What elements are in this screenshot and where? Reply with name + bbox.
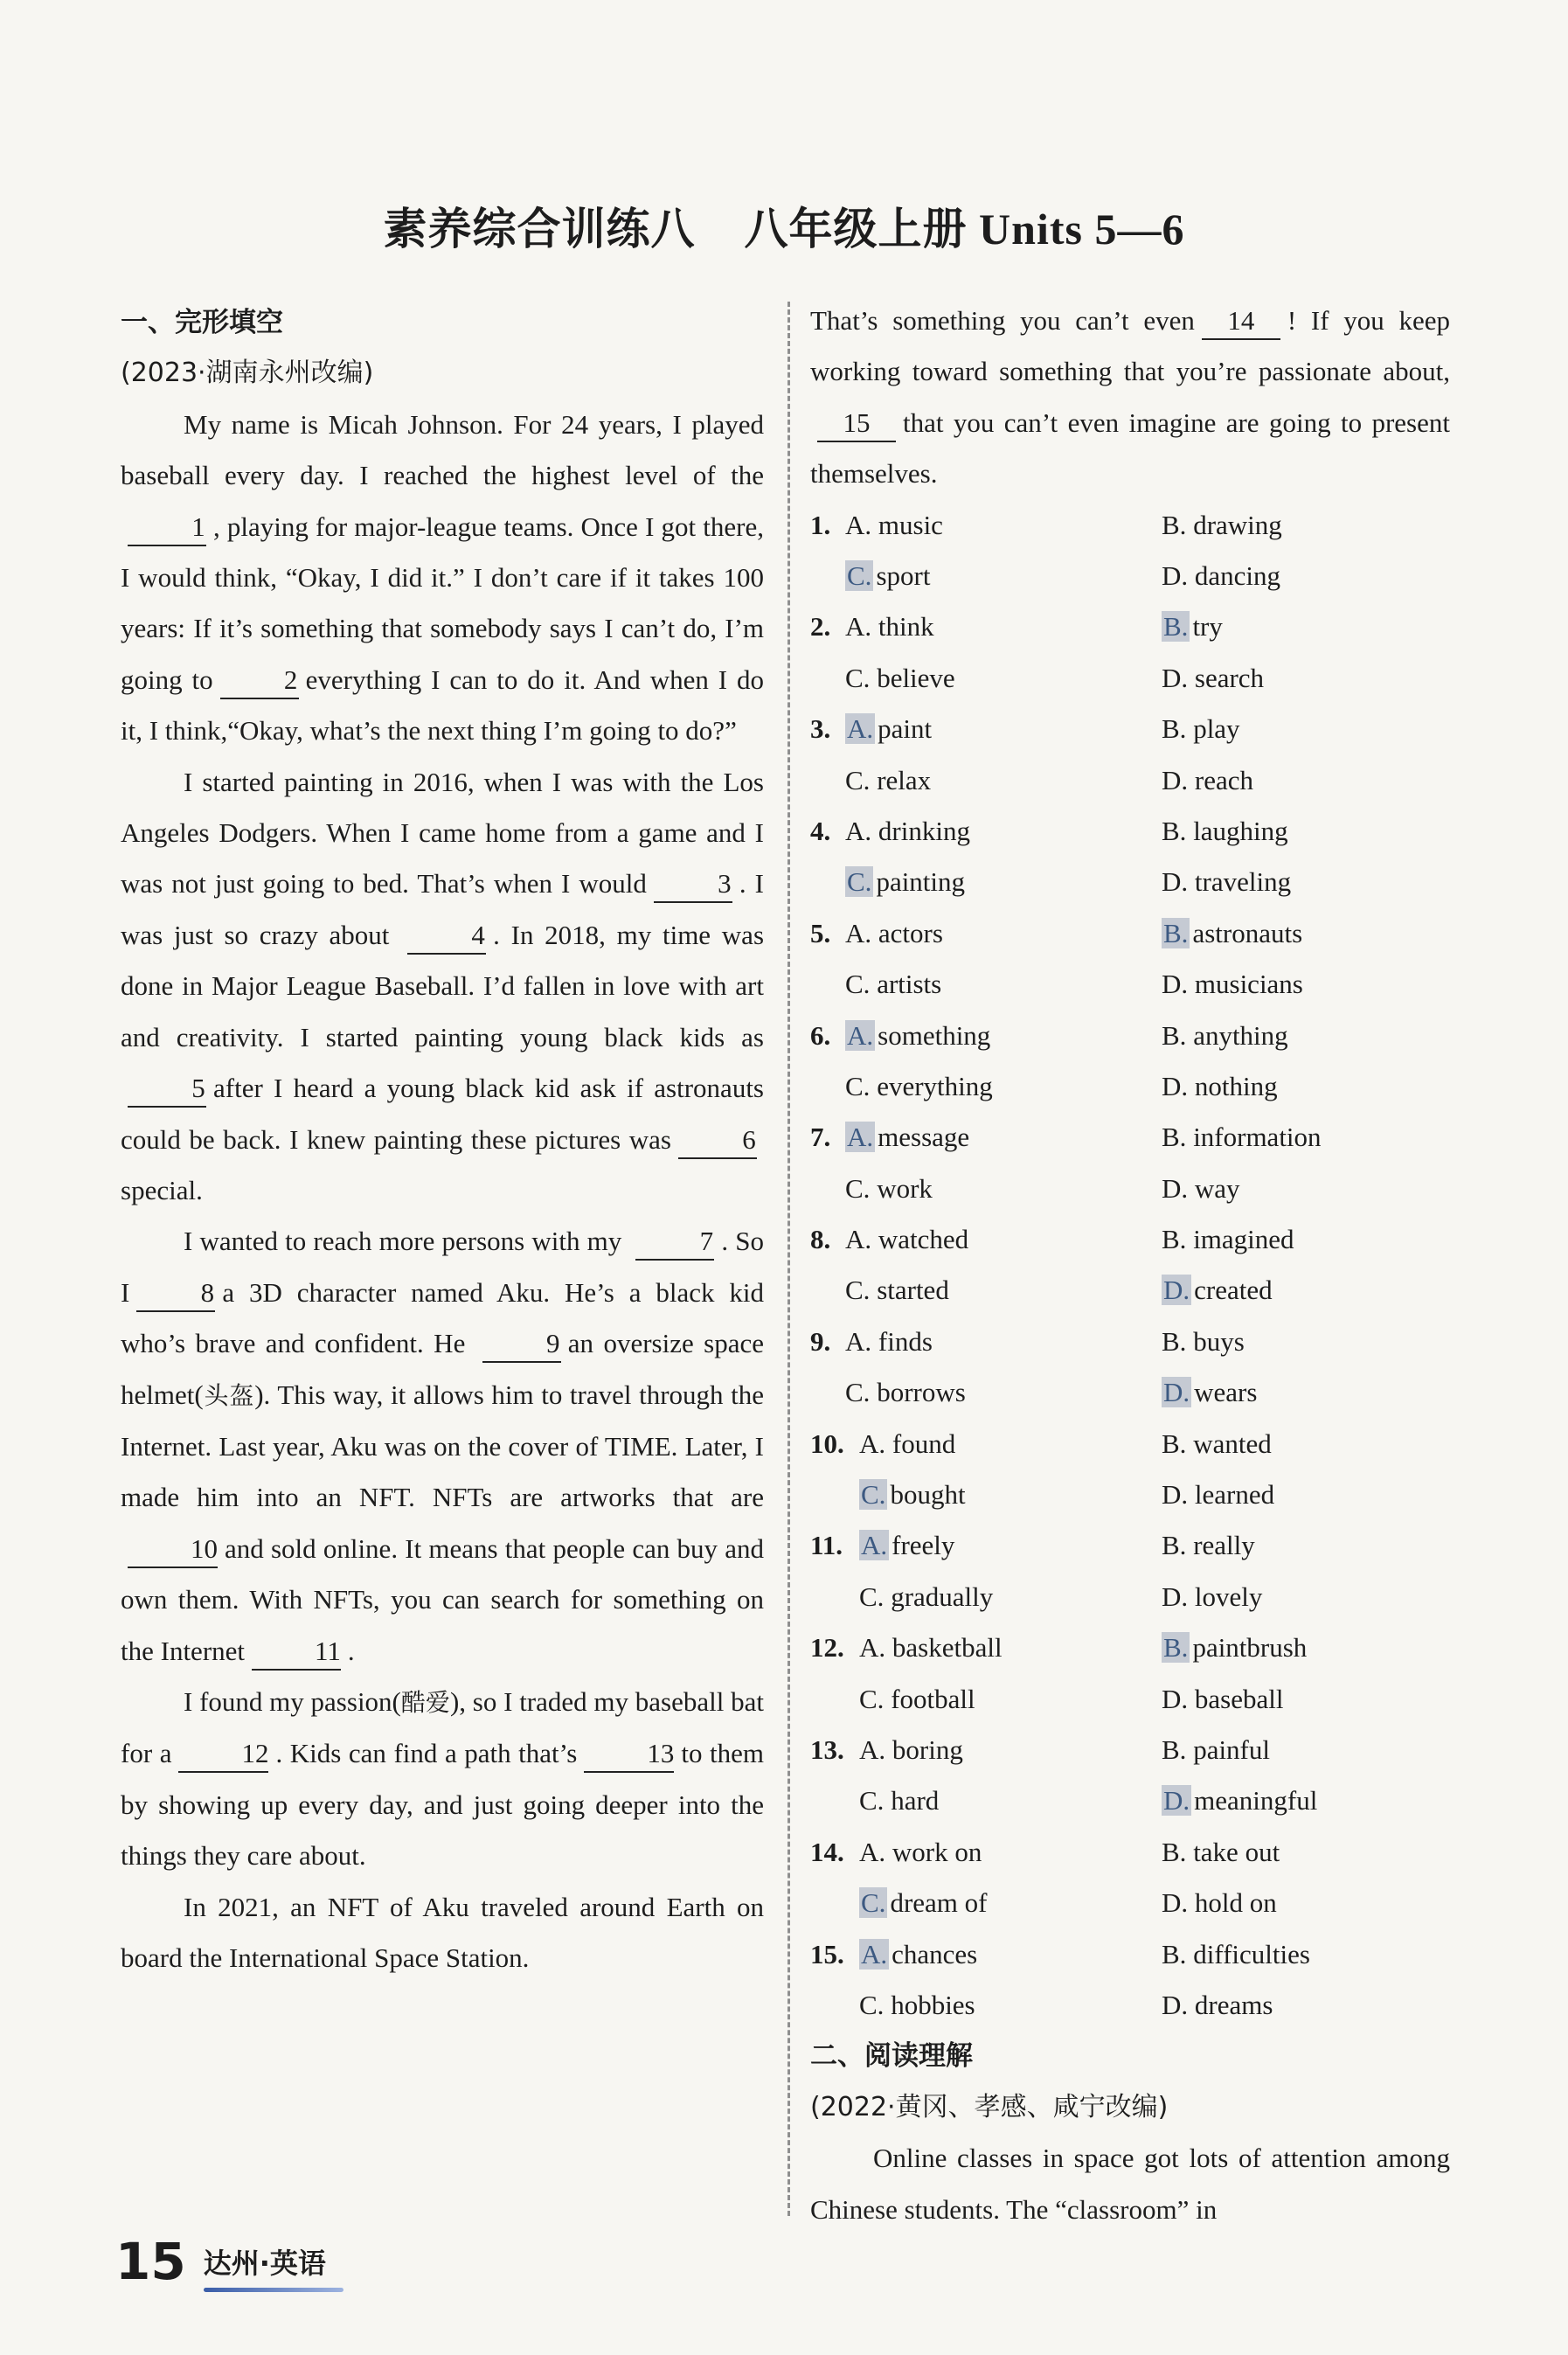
option-b: B. astronauts xyxy=(1163,917,1303,948)
answer-highlight: D. xyxy=(1163,1275,1190,1306)
option-d: D. meaningful xyxy=(1163,1785,1318,1817)
page-footer xyxy=(115,2232,326,2291)
option-c: C. started xyxy=(845,1275,949,1306)
question-row xyxy=(810,1265,1450,1316)
option-b: B. difficulties xyxy=(1162,1938,1310,1969)
option-d: D. lovely xyxy=(1162,1580,1263,1612)
question-row xyxy=(810,908,1450,959)
question-row xyxy=(810,1827,1450,1878)
question-row xyxy=(810,1367,1450,1418)
option-a: A. freely xyxy=(861,1530,955,1561)
cloze-paragraph-5: In 2021, an NFT of Aku traveled around Earth on board the International Space Station. xyxy=(121,1891,764,1973)
option-b: B. try xyxy=(1163,611,1223,643)
question-number: 13. xyxy=(810,1734,844,1765)
option-a: A. music xyxy=(845,509,943,540)
option-c: C. everything xyxy=(845,1070,993,1101)
answer-highlight: A. xyxy=(861,1530,888,1561)
cloze-source: (2023·湖南永州改编) xyxy=(121,358,374,389)
option-a: A. chances xyxy=(861,1938,978,1969)
blank-14: 14 xyxy=(1202,303,1280,340)
question-row xyxy=(810,1112,1450,1163)
question-list xyxy=(810,500,1450,2032)
footer-brand: 达州·英语 xyxy=(204,2241,326,2282)
option-d: D. learned xyxy=(1162,1479,1275,1511)
question-row xyxy=(810,1725,1450,1775)
question-row xyxy=(810,1980,1450,2031)
question-row xyxy=(810,959,1450,1010)
question-row xyxy=(810,1419,1450,1469)
blank-13: 13 xyxy=(584,1736,674,1773)
option-b: B. information xyxy=(1162,1122,1322,1153)
blank-7: 7 xyxy=(635,1224,714,1261)
option-a: A. finds xyxy=(845,1325,933,1357)
option-a: A. drinking xyxy=(845,815,970,846)
reading-paragraph-1: Online classes in space got lots of attention among Chinese students. The “classroom” in xyxy=(810,2143,1450,2225)
answer-highlight: B. xyxy=(1163,917,1189,948)
question-row xyxy=(810,500,1450,551)
option-b: B. take out xyxy=(1162,1836,1280,1867)
question-number: 3. xyxy=(810,713,831,745)
option-c: C. borrows xyxy=(845,1377,966,1408)
option-a: A. work on xyxy=(859,1836,982,1867)
answer-highlight: D. xyxy=(1163,1377,1190,1408)
question-row xyxy=(810,1520,1450,1571)
right-column xyxy=(810,295,1450,2235)
option-b: B. wanted xyxy=(1162,1428,1272,1459)
answer-highlight: C. xyxy=(861,1887,886,1919)
title-part2: 八年级上册 Units 5—6 xyxy=(744,205,1185,254)
cloze-heading: 一、完形填空 xyxy=(121,307,283,338)
question-number: 12. xyxy=(810,1632,844,1664)
option-b: B. play xyxy=(1162,713,1240,745)
reading-heading: 二、阅读理解 xyxy=(810,2040,973,2073)
cloze-paragraph-1: My name is Micah Johnson. For 24 years, I played baseball every day. I reached the highest level of the1 , playing for major-league teams. Once I got there, I would think, “Okay, I did it.” I don’t care if it takes 100 years: If it’s something that somebody says I can’t do, I’m going to 2 everything I can to do it. And when I do it, I think,“Okay, what’s the next thing I’m going to do?” xyxy=(121,408,764,747)
option-c: C. artists xyxy=(845,969,942,1000)
option-d: D. dancing xyxy=(1162,560,1281,592)
option-d: D. traveling xyxy=(1162,866,1292,898)
question-row xyxy=(810,1929,1450,1980)
question-row xyxy=(810,857,1450,907)
option-b: B. drawing xyxy=(1162,509,1282,540)
option-b: B. really xyxy=(1162,1530,1255,1561)
option-b: B. laughing xyxy=(1162,815,1288,846)
left-column xyxy=(121,297,764,1983)
blank-11: 11 xyxy=(252,1634,341,1671)
question-row xyxy=(810,601,1450,652)
option-a: A. actors xyxy=(845,917,943,948)
option-a: A. something xyxy=(847,1019,991,1051)
option-a: A. message xyxy=(847,1122,970,1153)
question-number: 10. xyxy=(810,1428,844,1459)
question-number: 15. xyxy=(810,1938,844,1969)
cloze-paragraph-3: I wanted to reach more persons with my 7 . So I 8 a 3D character named Aku. He’s a black kid who’s brave and confident. He 9 an oversize space helmet(头盔). This way, it allows him to travel through the Internet. Last year, Aku was on the cover of TIME. Later, I made him into an NFT. NFTs are artworks that are10 and sold online. It means that people can buy and own them. With NFTs, you can search for something on the Internet 11 . xyxy=(121,1216,764,1677)
page-title xyxy=(0,194,1568,257)
question-number: 7. xyxy=(810,1122,831,1153)
option-d: D. baseball xyxy=(1162,1683,1284,1714)
cloze-paragraph-6: That’s something you can’t even 14 ! If you keep working toward something that you’re passionate about,15 that you can’t even imagine are going to present themselves. xyxy=(810,305,1450,490)
blank-4: 4 xyxy=(407,918,486,955)
option-a: A. think xyxy=(845,611,934,643)
option-c: C. sport xyxy=(847,560,931,592)
question-row xyxy=(810,1622,1450,1673)
option-d: D. wears xyxy=(1163,1377,1258,1408)
option-b: B. anything xyxy=(1162,1019,1288,1051)
answer-highlight: A. xyxy=(847,1019,874,1051)
option-d: D. hold on xyxy=(1162,1887,1277,1919)
answer-highlight: C. xyxy=(861,1479,886,1511)
option-d: D. search xyxy=(1162,662,1265,693)
blank-3: 3 xyxy=(654,866,732,903)
option-c: C. dream of xyxy=(861,1887,988,1919)
option-a: A. found xyxy=(859,1428,956,1459)
option-c: C. bought xyxy=(861,1479,966,1511)
option-c: C. hobbies xyxy=(859,1989,975,2020)
answer-highlight: C. xyxy=(847,560,872,592)
question-number: 1. xyxy=(810,509,831,540)
reading-source: (2022·黄冈、孝感、咸宁改编) xyxy=(810,2091,1169,2122)
answer-highlight: D. xyxy=(1163,1785,1190,1817)
answer-highlight: C. xyxy=(847,866,872,898)
cloze-paragraph-4: I found my passion(酷爱), so I traded my baseball bat for a 12 . Kids can find a path that’s 13 to them by showing up every day, and just going deeper into the things they care about. xyxy=(121,1685,765,1872)
title-part1: 素养综合训练八 xyxy=(383,205,696,254)
question-row xyxy=(810,755,1450,806)
question-number: 4. xyxy=(810,815,831,846)
question-row xyxy=(810,1214,1450,1265)
option-c: C. painting xyxy=(847,866,966,898)
blank-15: 15 xyxy=(817,406,896,442)
question-row xyxy=(810,1164,1450,1214)
option-d: D. created xyxy=(1163,1275,1273,1306)
blank-8: 8 xyxy=(136,1275,215,1312)
answer-highlight: A. xyxy=(861,1938,888,1969)
page-number: 15 xyxy=(115,2232,186,2291)
question-number: 6. xyxy=(810,1019,831,1051)
question-row xyxy=(810,1674,1450,1725)
option-a: A. boring xyxy=(859,1734,963,1765)
question-number: 2. xyxy=(810,611,831,643)
answer-highlight: A. xyxy=(847,1122,874,1153)
blank-12: 12 xyxy=(178,1736,268,1773)
question-row xyxy=(810,551,1450,601)
question-row xyxy=(810,1572,1450,1622)
blank-2: 2 xyxy=(220,663,299,699)
question-number: 9. xyxy=(810,1325,831,1357)
option-a: A. paint xyxy=(847,713,933,745)
question-row xyxy=(810,653,1450,704)
option-c: C. work xyxy=(845,1172,933,1204)
option-b: B. painful xyxy=(1162,1734,1270,1765)
question-row xyxy=(810,1011,1450,1061)
question-row xyxy=(810,704,1450,754)
option-b: B. paintbrush xyxy=(1163,1632,1308,1664)
option-b: B. imagined xyxy=(1162,1224,1294,1255)
question-number: 11. xyxy=(810,1530,843,1561)
question-row xyxy=(810,1061,1450,1112)
answer-highlight: B. xyxy=(1163,611,1189,643)
answer-highlight: A. xyxy=(847,713,874,745)
question-number: 14. xyxy=(810,1836,844,1867)
blank-9: 9 xyxy=(482,1326,561,1363)
cloze-paragraph-2: I started painting in 2016, when I was with the Los Angeles Dodgers. When I came home from a game and I was not just going to bed. That’s when I would 3 . I was just so crazy about 4 . In 2018, my time was done in Major League Baseball. I’d fallen in love with art and creativity. I started painting young black kids as 5 after I heard a young black kid ask if astronauts could be back. I knew painting these pictures was 6special. xyxy=(121,766,765,1205)
option-d: D. reach xyxy=(1162,764,1253,795)
blank-1: 1 xyxy=(128,510,206,546)
option-d: D. nothing xyxy=(1162,1070,1278,1101)
question-row xyxy=(810,1775,1450,1826)
blank-6: 6 xyxy=(678,1122,757,1159)
question-row xyxy=(810,1469,1450,1520)
option-c: C. believe xyxy=(845,662,955,693)
option-a: A. basketball xyxy=(859,1632,1003,1664)
option-c: C. gradually xyxy=(859,1580,994,1612)
option-b: B. buys xyxy=(1162,1325,1245,1357)
option-c: C. relax xyxy=(845,764,932,795)
option-d: D. way xyxy=(1162,1172,1240,1204)
option-c: C. hard xyxy=(859,1785,940,1817)
blank-10: 10 xyxy=(128,1532,218,1568)
question-row xyxy=(810,806,1450,857)
option-d: D. musicians xyxy=(1162,969,1303,1000)
question-row xyxy=(810,1316,1450,1367)
blank-5: 5 xyxy=(128,1071,206,1108)
option-d: D. dreams xyxy=(1162,1989,1273,2020)
question-number: 8. xyxy=(810,1224,831,1255)
column-divider xyxy=(787,302,790,2216)
answer-highlight: B. xyxy=(1163,1632,1189,1664)
question-row xyxy=(810,1878,1450,1928)
option-a: A. watched xyxy=(845,1224,969,1255)
question-number: 5. xyxy=(810,917,831,948)
option-c: C. football xyxy=(859,1683,975,1714)
